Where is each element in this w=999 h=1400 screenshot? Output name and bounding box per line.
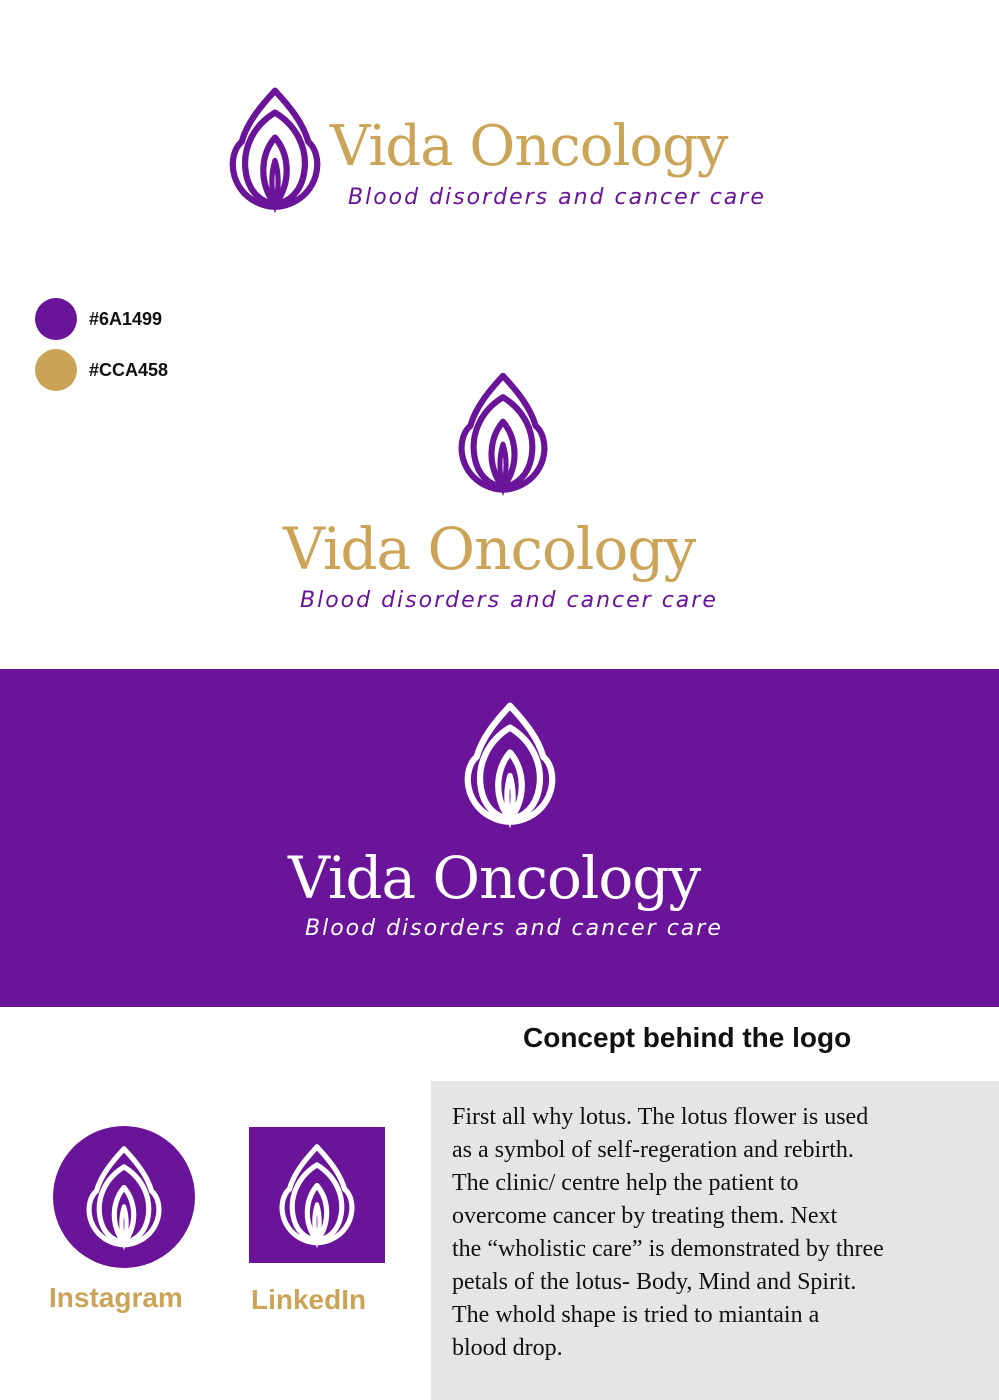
lotus-drop-icon: [81, 1142, 167, 1252]
concept-line: overcome cancer by treating them. Next: [452, 1203, 838, 1229]
brand-name: Vida Oncology: [283, 515, 696, 583]
concept-description: [452, 1101, 972, 1365]
brand-tagline: Blood disorders and cancer care: [348, 185, 766, 210]
concept-line: petals of the lotus- Body, Mind and Spirit.: [452, 1269, 857, 1295]
concept-line: First all why lotus. The lotus flower is used: [452, 1104, 869, 1130]
instagram-avatar: [53, 1126, 195, 1268]
lotus-drop-icon: [274, 1140, 360, 1250]
concept-line: as a symbol of self-regeration and rebirth.: [452, 1137, 854, 1163]
brand-name: Vida Oncology: [288, 844, 701, 912]
linkedin-avatar: [249, 1127, 385, 1263]
swatch-hex-label: #6A1499: [89, 309, 163, 329]
concept-line: the “wholistic care” is demonstrated by three: [452, 1236, 884, 1262]
concept-line: blood drop.: [452, 1335, 563, 1361]
concept-line: The whold shape is tried to miantain a: [452, 1302, 820, 1328]
brand-tagline: Blood disorders and cancer care: [305, 916, 723, 941]
instagram-label: Instagram: [49, 1282, 183, 1313]
swatch-hex-label: #CCA458: [89, 360, 169, 380]
swatch-gold: [35, 349, 77, 391]
lotus-drop-icon: [458, 697, 562, 831]
concept-line: The clinic/ centre help the patient to: [452, 1170, 799, 1196]
concept-heading: Concept behind the logo: [523, 1022, 852, 1053]
lotus-drop-icon: [452, 368, 554, 498]
brand-name: Vida Oncology: [330, 114, 728, 179]
brand-tagline: Blood disorders and cancer care: [300, 588, 718, 613]
linkedin-label: LinkedIn: [251, 1284, 367, 1315]
lotus-drop-icon: [223, 82, 327, 216]
swatch-purple: [35, 298, 77, 340]
